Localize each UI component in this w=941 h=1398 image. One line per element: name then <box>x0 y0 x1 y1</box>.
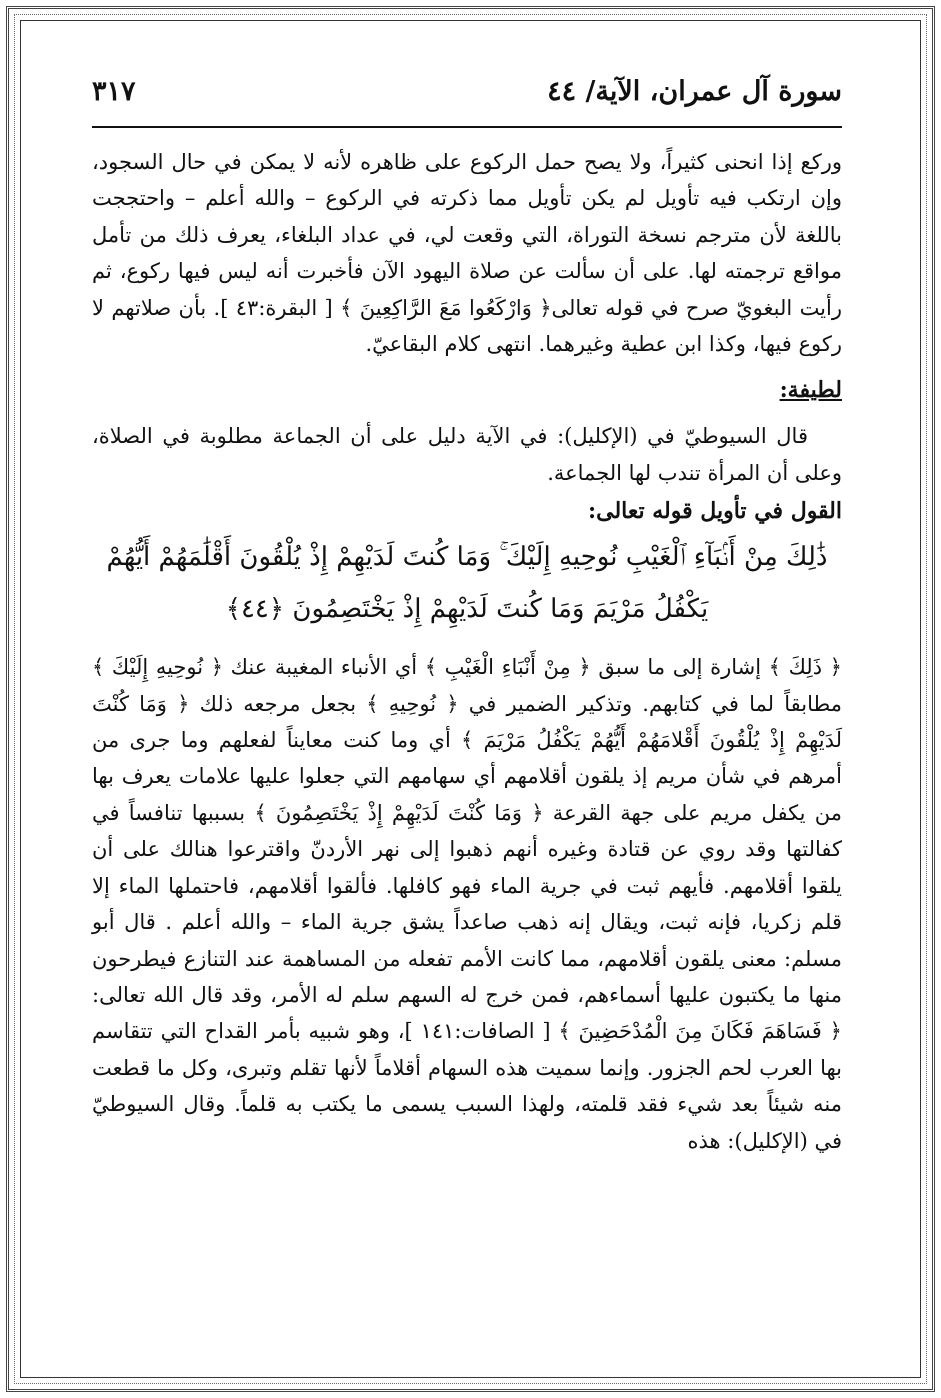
surah-title: سورة آل عمران، الآية/ ٤٤ <box>547 76 842 107</box>
paragraph-bqai: وركع إذا انحنى كثيراً، ولا يصح حمل الركوع على ظاهره لأنه لا يمكن في حال السجود، وإن ارتكب فيه تأويل لم يكن تأويل مما ذكرته في الركوع – والله أعلم – واحتججت باللغة لأن مترجم نسخة التوراة، التي وقعت لي، في عداد البلغاء، يعرف ذلك من تأمل مواقع ترجمته لها. على أن سألت عن صلاة اليهود الآن فأخبرت أنه ليس فيها ركوع، ثم رأيت البغويّ صرح في قوله تعالى﴿ وَارْكَعُوا مَعَ الرَّاكِعِينَ ﴾ [ البقرة:٤٣ ]. بأن صلاتهم لا ركوع فيها، وكذا ابن عطية وغيرهما. انتهى كلام البقاعيّ. <box>92 150 843 357</box>
section-heading-latifa: لطيفة: <box>779 377 842 404</box>
quran-verse-line-2: يَكْفُلُ مَرْيَمَ وَمَا كُنتَ لَدَيْهِمْ إِذْ يَخْتَصِمُونَ ﴿٤٤﴾ <box>225 594 709 625</box>
quran-verse-line-1: ذَٰلِكَ مِنْ أَنۢبَآءِ ٱلْغَيْبِ نُوحِيهِ إِلَيْكَ ۚ وَمَا كُنتَ لَدَيْهِمْ إِذْ يُلْقُونَ أَقْلَٰمَهُمْ أَيُّهُمْ <box>106 542 828 573</box>
header-divider <box>92 126 842 128</box>
paragraph-tafsir: ﴿ ذَلِكَ ﴾ إشارة إلى ما سبق ﴿ مِنْ أَنْبَاءِ الْغَيْبِ ﴾ أي الأنباء المغيبة عنك ﴿ نُوحِيهِ إِلَيْكَ ﴾ مطابقاً لما في كتابهم. وتذكير الضمير في ﴿ نُوحِيهِ ﴾ بجعل مرجعه ذلك ﴿ وَمَا كُنْتَ لَدَيْهِمْ إِذْ يُلْقُونَ أَقْلامَهُمْ أَيُّهُمْ يَكْفُلُ مَرْيَمَ ﴾ أي وما كنت معايناً لفعلهم وما جرى من أمرهم في شأن مريم إذ يلقون أقلامهم أي سهامهم التي جعلوا عليها علامات يعرف بها من يكفل مريم على جهة القرعة ﴿ وَمَا كُنْتَ لَدَيْهِمْ إِذْ يَخْتَصِمُونَ ﴾ بسببها تنافساً في كفالتها وقد روي عن قتادة وغيره أنهم ذهبوا إلى نهر الأردنّ واقترعوا هنالك على أن يلقوا أقلامهم. فأيهم ثبت في جرية الماء فهو كافلها. فألقوا أقلامهم، فاحتملها الماء إلا قلم زكريا، فإنه ثبت، ويقال إنه ذهب صاعداً يشق جرية الماء – والله أعلم . قال أبو مسلم: معنى يلقون أقلامهم، مما كانت الأمم تفعله من المساهمة عند التنازع فيطرحون منها ما يكتبون عليها أسماءهم، فمن خرج له السهم سلم له الأمر، وقد قال الله تعالى: ﴿ فَسَاهَمَ فَكَانَ مِنَ الْمُدْحَضِينَ ﴾ [ الصافات:١٤١ ]، وهو شبيه بأمر القداح التي تتقاسم بها العرب لحم الجزور. وإنما سميت هذه السهام أقلاماً لأنها تقلم وتبرى، وكل ما قطعت منه شيئاً بعد شيء فقد قلمته، ولهذا السبب يسمى ما يكتب به قلماً. وقال السيوطيّ في (الإكليل): هذه <box>92 655 842 1153</box>
section-heading-tawil: القول في تأويل قوله تعالى: <box>588 498 842 525</box>
paragraph-suyuti: قال السيوطيّ في (الإكليل): في الآية دليل على أن الجماعة مطلوبة في الصلاة، وعلى أن المرأة تندب لها الجماعة. <box>92 424 842 485</box>
page-header <box>92 70 842 120</box>
page-number: ٣١٧ <box>92 76 136 107</box>
page-content <box>92 144 842 1159</box>
